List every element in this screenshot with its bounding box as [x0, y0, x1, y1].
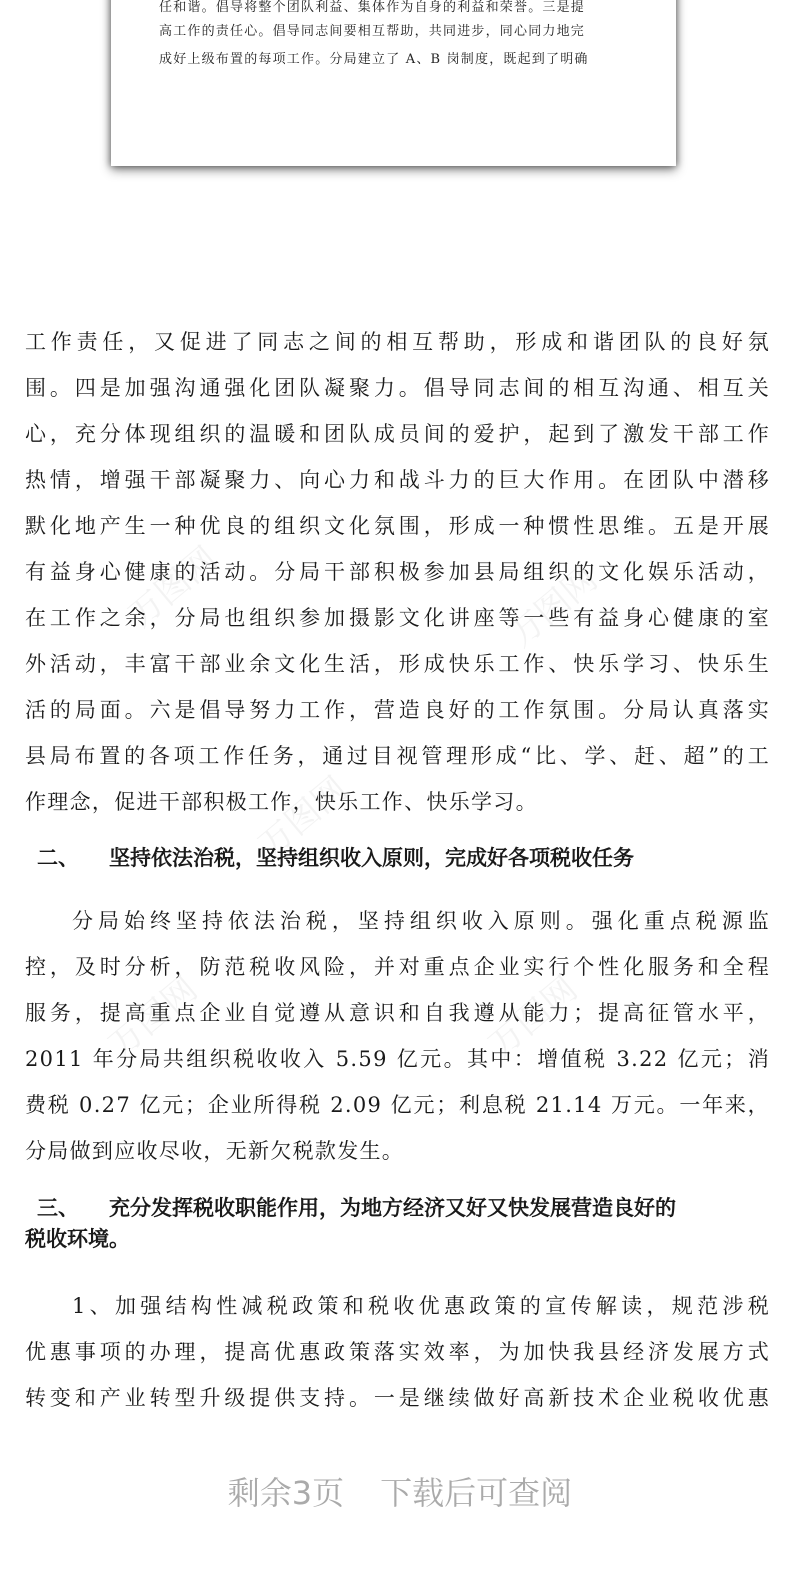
text-line: 围。四是加强沟通强化团队凝聚力。倡导同志间的相互沟通、相互关 [25, 376, 770, 400]
preview-line: 任和谐。倡导将整个团队利益、集体作为自身的利益和荣誉。三是提 [159, 0, 586, 15]
text-line: 转变和产业转型升级提供支持。一是继续做好高新技术企业税收优惠 [25, 1386, 770, 1410]
heading-text: 坚持依法治税，坚持组织收入原则，完成好各项税收任务 [109, 846, 634, 870]
watermark: 万图网 [101, 969, 206, 1066]
text-line: 外活动，丰富干部业余文化生活，形成快乐工作、快乐学习、快乐生 [25, 652, 770, 676]
section-heading-3-cont [25, 1224, 130, 1254]
text-line: 在工作之余，分局也组织参加摄影文化讲座等一些有益身心健康的室 [25, 606, 770, 630]
watermark: 万图网 [251, 769, 356, 866]
text-line: 默化地产生一种优良的组织文化氛围，形成一种惯性思维。五是开展 [25, 514, 770, 538]
text-line: 热情，增强干部凝聚力、向心力和战斗力的巨大作用。在团队中潜移 [25, 468, 770, 492]
text-line: 分局始终坚持依法治税，坚持组织收入原则。强化重点税源监 [72, 909, 770, 933]
text-line: 2011 年分局共组织税收收入 5.59 亿元。其中：增值税 3.22 亿元；消 [25, 1047, 770, 1071]
text-line: 县局布置的各项工作任务，通过目视管理形成“比、学、赶、超”的工 [25, 744, 770, 768]
text-line: 1、加强结构性减税政策和税收优惠政策的宣传解读，规范涉税 [72, 1294, 770, 1318]
text-line: 优惠事项的办理，提高优惠政策落实效率，为加快我县经济发展方式 [25, 1340, 770, 1364]
section-heading-3 [25, 1193, 676, 1223]
text-line: 分局做到应收尽收，无新欠税款发生。 [25, 1139, 405, 1163]
preview-line: 高工作的责任心。倡导同志间要相互帮助，共同进步，同心同力地完 [159, 24, 586, 39]
watermark: 万图网 [121, 539, 226, 636]
heading-number: 三、 [37, 1196, 79, 1220]
text-line: 作理念，促进干部积极工作，快乐工作、快乐学习。 [25, 790, 538, 814]
download-prompt[interactable] [0, 1468, 800, 1514]
heading-text: 税收环境。 [25, 1227, 130, 1251]
text-line: 有益身心健康的活动。分局干部积极参加县局组织的文化娱乐活动， [25, 560, 770, 584]
text-line: 服务，提高重点企业自觉遵从意识和自我遵从能力；提高征管水平， [25, 1001, 770, 1025]
watermark: 万图网 [501, 559, 606, 656]
download-to-view-label[interactable]: 下载后可查阅 [380, 1474, 573, 1512]
text-line: 工作责任，又促进了同志之间的相互帮助，形成和谐团队的良好氛 [25, 330, 770, 354]
document-preview-card [111, 0, 676, 166]
text-line: 费税 0.27 亿元；企业所得税 2.09 亿元；利息税 21.14 万元。一年来， [25, 1093, 770, 1117]
text-line: 活的局面。六是倡导努力工作，营造良好的工作氛围。分局认真落实 [25, 698, 770, 722]
heading-text: 充分发挥税收职能作用，为地方经济又好又快发展营造良好的 [109, 1196, 676, 1220]
text-line: 控，及时分析，防范税收风险，并对重点企业实行个性化服务和全程 [25, 955, 770, 979]
section-heading-2 [25, 843, 634, 873]
remaining-pages-label: 剩余3页 [227, 1474, 345, 1512]
heading-number: 二、 [37, 846, 79, 870]
watermark: 万图网 [481, 969, 586, 1066]
preview-line: 成好上级布置的每项工作。分局建立了 A、B 岗制度，既起到了明确 [159, 52, 589, 67]
text-line: 心，充分体现组织的温暖和团队成员间的爱护，起到了激发干部工作 [25, 422, 770, 446]
